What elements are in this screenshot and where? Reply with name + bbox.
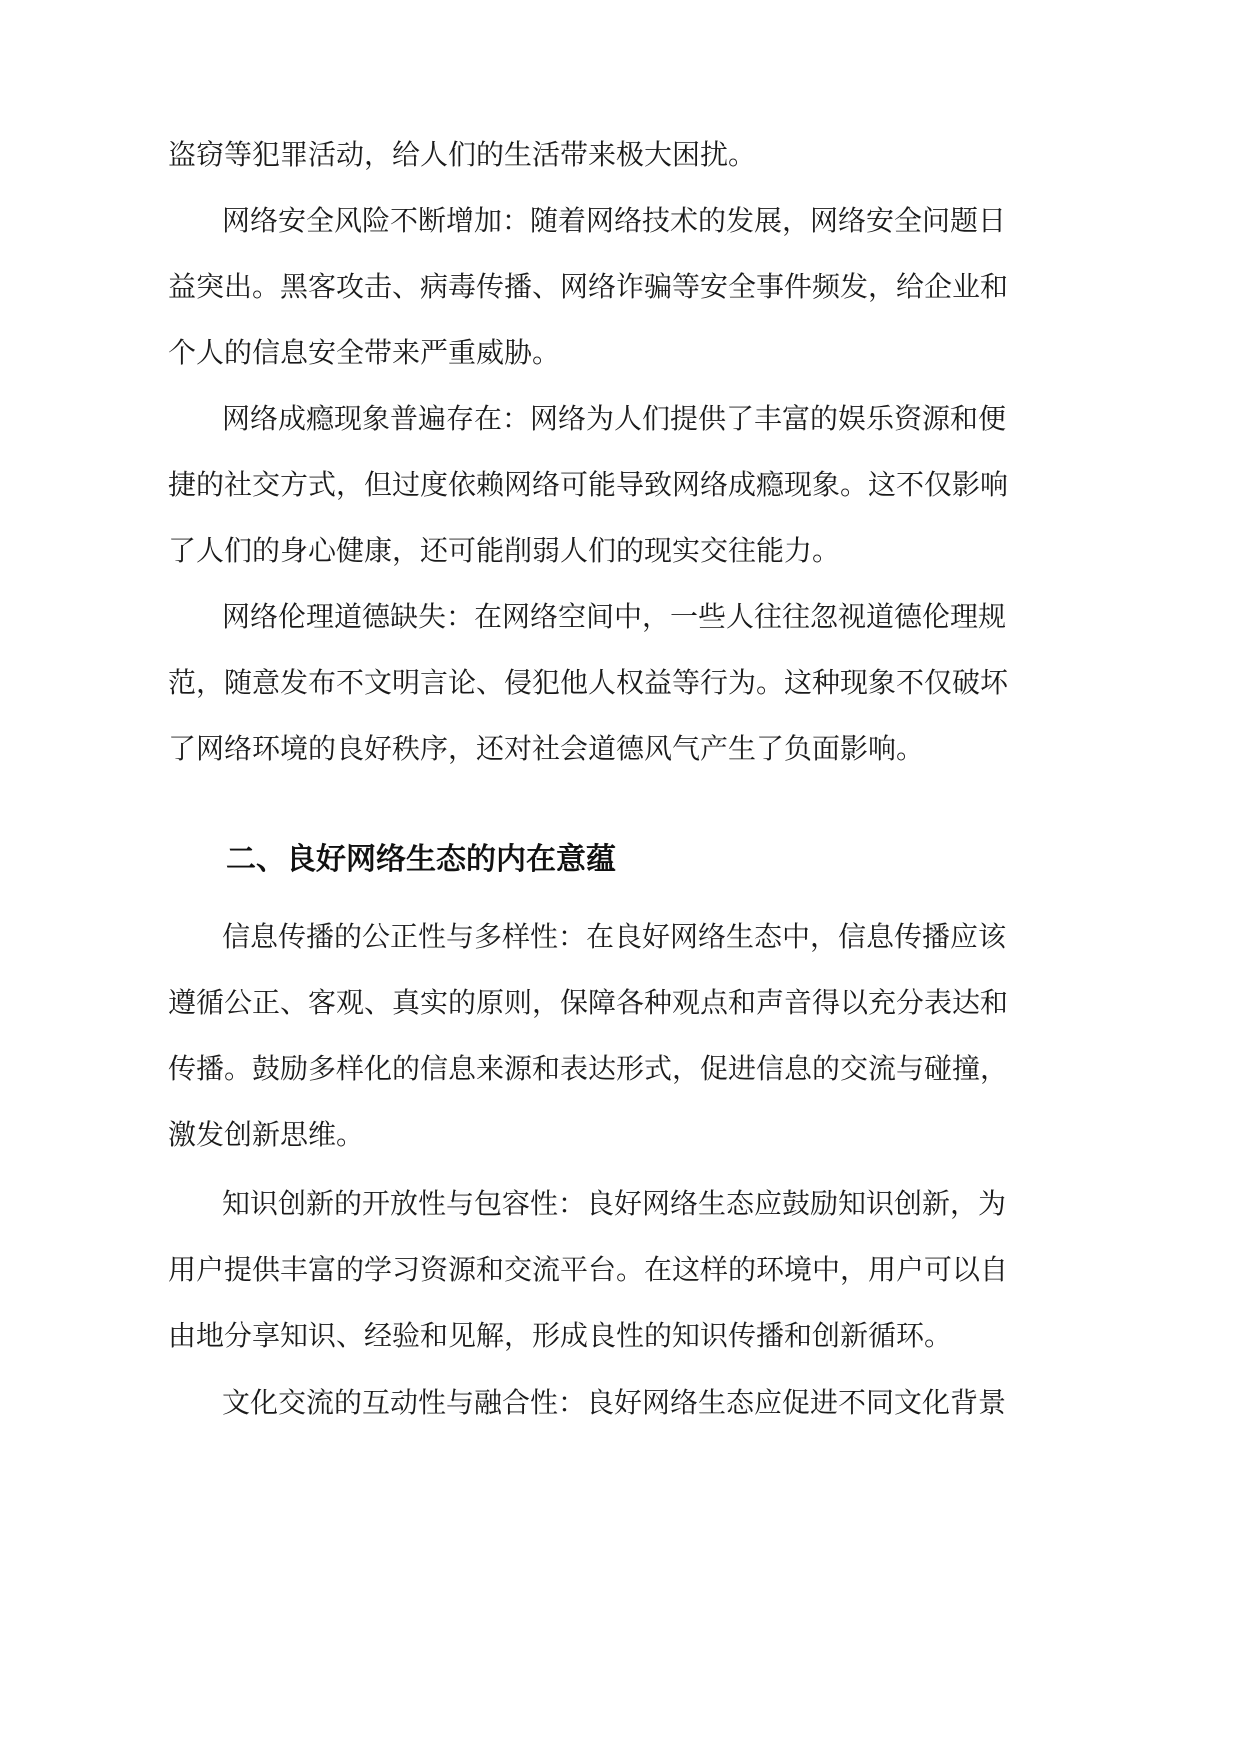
paragraph-line: 激发创新思维。 (168, 1118, 365, 1151)
paragraph-line: 知识创新的开放性与包容性：良好网络生态应鼓励知识创新，为 (222, 1187, 1007, 1220)
paragraph-line: 捷的社交方式，但过度依赖网络可能导致网络成瘾现象。这不仅影响 (168, 468, 1009, 501)
paragraph-line: 信息传播的公正性与多样性：在良好网络生态中，信息传播应该 (222, 920, 1007, 953)
paragraph-line: 益突出。黑客攻击、病毒传播、网络诈骗等安全事件频发，给企业和 (168, 270, 1009, 303)
paragraph-line: 传播。鼓励多样化的信息来源和表达形式，促进信息的交流与碰撞， (168, 1052, 1009, 1085)
paragraph-line: 范，随意发布不文明言论、侵犯他人权益等行为。这种现象不仅破坏 (168, 666, 1009, 699)
section-heading: 二、良好网络生态的内在意蕴 (226, 842, 616, 877)
paragraph-line: 网络安全风险不断增加：随着网络技术的发展，网络安全问题日 (222, 204, 1007, 237)
paragraph-line: 遵循公正、客观、真实的原则，保障各种观点和声音得以充分表达和 (168, 986, 1009, 1019)
paragraph-line: 了网络环境的良好秩序，还对社会道德风气产生了负面影响。 (168, 732, 925, 765)
paragraph-line: 由地分享知识、经验和见解，形成良性的知识传播和创新循环。 (168, 1319, 953, 1352)
paragraph-line: 盗窃等犯罪活动，给人们的生活带来极大困扰。 (168, 138, 757, 171)
paragraph-line: 个人的信息安全带来严重威胁。 (168, 336, 561, 369)
paragraph-line: 用户提供丰富的学习资源和交流平台。在这样的环境中，用户可以自 (168, 1253, 1009, 1286)
paragraph-line: 了人们的身心健康，还可能削弱人们的现实交往能力。 (168, 534, 841, 567)
paragraph-line: 文化交流的互动性与融合性：良好网络生态应促进不同文化背景 (222, 1386, 1007, 1419)
paragraph-line: 网络伦理道德缺失：在网络空间中，一些人往往忽视道德伦理规 (222, 600, 1007, 633)
paragraph-line: 网络成瘾现象普遍存在：网络为人们提供了丰富的娱乐资源和便 (222, 402, 1007, 435)
